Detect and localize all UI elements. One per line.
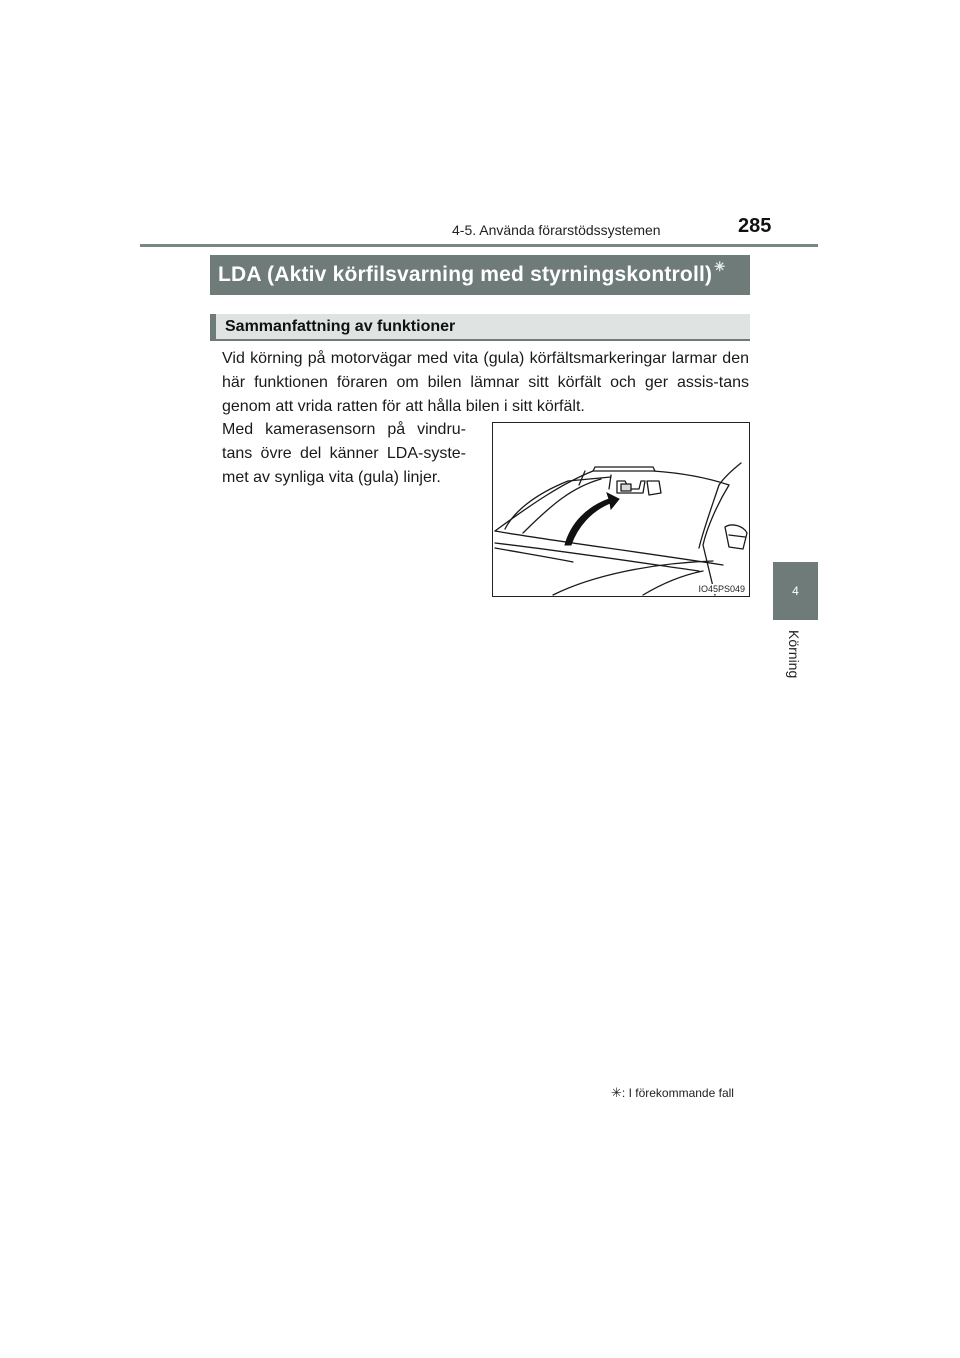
running-header-section: 4-5. Använda förarstödssystemen — [452, 222, 661, 238]
body-paragraph-1: Vid körning på motorvägar med vita (gula) körfältsmarkeringar larmar den här funktionen föraren om bilen lämnar sitt körfält och ger assis-tans genom att vrida ratten för att hålla bilen i sitt körfält. — [222, 350, 749, 415]
chapter-tab — [773, 562, 818, 620]
page-number: 285 — [738, 215, 772, 237]
section-title: LDA (Aktiv körfilsvarning med styrningskontroll) — [218, 263, 713, 286]
chapter-number: 4 — [792, 584, 799, 598]
header-divider — [140, 244, 818, 247]
asterisk-icon: ✳ — [714, 259, 726, 274]
windshield-camera-illustration — [492, 422, 750, 597]
footnote — [611, 1085, 734, 1101]
chapter-label: Körning — [786, 630, 802, 679]
footnote-text: : I förekommande fall — [621, 1086, 734, 1100]
body-paragraph-2: Med kamerasensorn på vindru-tans övre del känner LDA-syste-met av synliga vita (gula) linjer. — [222, 421, 466, 486]
arrow-icon — [565, 493, 619, 545]
car-interior-drawing — [493, 423, 749, 596]
asterisk-icon: ✳ — [611, 1085, 622, 1100]
subsection-title: Sammanfattning av funktioner — [225, 317, 456, 335]
figure-code: IO45PS049 — [698, 584, 745, 594]
section-title-banner — [210, 255, 750, 295]
subsection-heading — [210, 314, 750, 341]
